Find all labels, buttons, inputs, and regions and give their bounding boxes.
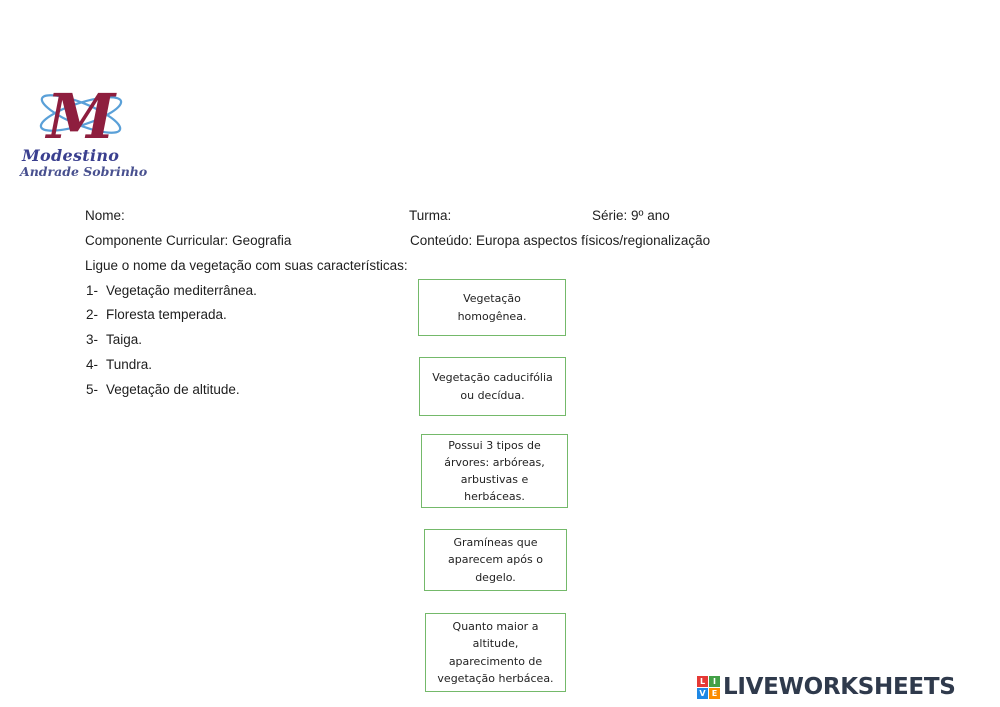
logo-text-andrade: Andrade Sobrinho (20, 164, 148, 179)
nome-label: Nome: (85, 208, 125, 223)
item-label: Tundra. (106, 357, 153, 372)
match-box-text: Vegetação caducifólia ou decídua. (432, 371, 553, 402)
logo-emblem-icon (36, 78, 126, 148)
brand-mark-letter: I (709, 676, 720, 687)
componente-curricular: Componente Curricular: Geografia (85, 233, 292, 248)
brand-text: LIVEWORKSHEETS (723, 674, 956, 700)
brand-mark-letter: V (697, 688, 708, 699)
item-number: 5- (86, 382, 99, 397)
match-box-text: Quanto maior a altitude, aparecimento de vegetação herbácea. (437, 620, 554, 685)
conteudo: Conteúdo: Europa aspectos físicos/regionalização (410, 233, 711, 248)
match-box-homogenea[interactable] (418, 279, 566, 336)
instruction-text: Ligue o nome da vegetação com suas características: (85, 258, 408, 273)
item-label: Vegetação de altitude. (106, 382, 240, 397)
match-box-caducifolia[interactable] (419, 357, 566, 416)
liveworksheets-brand (697, 672, 955, 702)
item-number: 3- (86, 332, 99, 347)
item-label: Floresta temperada. (106, 307, 227, 322)
match-box-text: Possui 3 tipos de árvores: arbóreas, arbustivas e herbáceas. (444, 438, 545, 504)
school-logo (18, 78, 148, 183)
brand-mark-letter: E (709, 688, 720, 699)
logo-letter: M (46, 80, 116, 148)
match-box-text: Gramíneas que aparecem após o degelo. (448, 536, 543, 584)
serie-label: Série: 9º ano (592, 208, 670, 223)
liveworksheets-logo-icon (697, 676, 720, 699)
match-box-tres-tipos[interactable] (421, 434, 568, 508)
match-box-gramineas[interactable] (424, 529, 567, 591)
turma-label: Turma: (409, 208, 452, 223)
match-box-text: Vegetação homogênea. (457, 292, 527, 323)
item-label: Vegetação mediterrânea. (106, 283, 257, 298)
item-number: 2- (86, 307, 99, 322)
match-box-altitude[interactable] (425, 613, 566, 692)
item-number: 4- (86, 357, 99, 372)
item-number: 1- (86, 283, 99, 298)
item-label: Taiga. (106, 332, 143, 347)
brand-mark-letter: L (697, 676, 708, 687)
logo-text-modestino: Modestino (22, 146, 120, 165)
